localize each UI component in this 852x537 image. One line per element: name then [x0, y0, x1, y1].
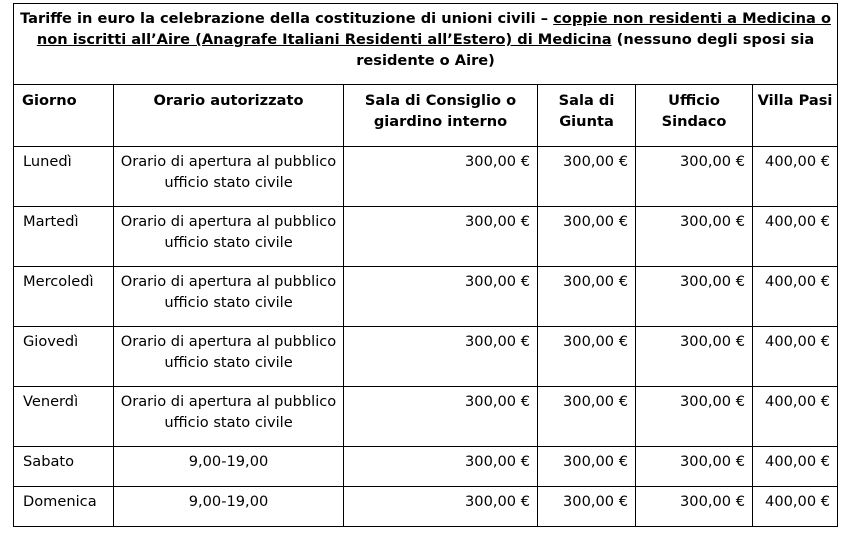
header-orario: Orario autorizzato [114, 85, 344, 147]
table-row [14, 207, 838, 267]
price-sala-consiglio: 300,00 € [344, 267, 538, 327]
hours-cell: Orario di apertura al pubblico ufficio stato civile [114, 267, 344, 327]
price-ufficio-sindaco: 300,00 € [636, 447, 753, 487]
tariff-table [13, 3, 838, 527]
hours-cell: 9,00-19,00 [114, 447, 344, 487]
price-villa-pasi: 400,00 € [753, 207, 838, 267]
price-ufficio-sindaco: 300,00 € [636, 487, 753, 527]
table-row [14, 147, 838, 207]
table-title [14, 4, 838, 85]
header-sala-consiglio: Sala di Consiglio o giardino interno [344, 85, 538, 147]
day-cell: Mercoledì [14, 267, 114, 327]
header-villa-pasi: Villa Pasi [753, 85, 838, 147]
header-ufficio-sindaco: Ufficio Sindaco [636, 85, 753, 147]
price-sala-consiglio: 300,00 € [344, 207, 538, 267]
day-cell: Venerdì [14, 387, 114, 447]
price-ufficio-sindaco: 300,00 € [636, 147, 753, 207]
day-cell: Martedì [14, 207, 114, 267]
hours-cell: Orario di apertura al pubblico ufficio stato civile [114, 147, 344, 207]
table-row [14, 267, 838, 327]
price-sala-giunta: 300,00 € [538, 207, 636, 267]
table-row [14, 327, 838, 387]
price-sala-consiglio: 300,00 € [344, 387, 538, 447]
price-villa-pasi: 400,00 € [753, 387, 838, 447]
day-cell: Sabato [14, 447, 114, 487]
price-sala-giunta: 300,00 € [538, 487, 636, 527]
hours-cell: Orario di apertura al pubblico ufficio stato civile [114, 327, 344, 387]
hours-cell: Orario di apertura al pubblico ufficio stato civile [114, 387, 344, 447]
price-ufficio-sindaco: 300,00 € [636, 387, 753, 447]
price-ufficio-sindaco: 300,00 € [636, 327, 753, 387]
price-sala-giunta: 300,00 € [538, 147, 636, 207]
price-sala-giunta: 300,00 € [538, 267, 636, 327]
title-note: (nessuno degli sposi sia residente o Aire) [356, 31, 815, 69]
day-cell: Giovedì [14, 327, 114, 387]
price-villa-pasi: 400,00 € [753, 147, 838, 207]
price-sala-consiglio: 300,00 € [344, 147, 538, 207]
price-sala-giunta: 300,00 € [538, 387, 636, 447]
price-sala-giunta: 300,00 € [538, 327, 636, 387]
day-cell: Lunedì [14, 147, 114, 207]
table-row [14, 387, 838, 447]
hours-cell: Orario di apertura al pubblico ufficio stato civile [114, 207, 344, 267]
header-sala-giunta: Sala di Giunta [538, 85, 636, 147]
price-sala-consiglio: 300,00 € [344, 447, 538, 487]
price-villa-pasi: 400,00 € [753, 447, 838, 487]
day-cell: Domenica [14, 487, 114, 527]
header-giorno: Giorno [14, 85, 114, 147]
price-sala-giunta: 300,00 € [538, 447, 636, 487]
table-row [14, 447, 838, 487]
price-villa-pasi: 400,00 € [753, 327, 838, 387]
title-text: Tariffe in euro la celebrazione della costituzione di unioni civili – [20, 10, 554, 27]
price-ufficio-sindaco: 300,00 € [636, 267, 753, 327]
price-villa-pasi: 400,00 € [753, 267, 838, 327]
price-sala-consiglio: 300,00 € [344, 487, 538, 527]
price-sala-consiglio: 300,00 € [344, 327, 538, 387]
hours-cell: 9,00-19,00 [114, 487, 344, 527]
price-ufficio-sindaco: 300,00 € [636, 207, 753, 267]
title-underlined-text: coppie non residenti a Medicina o non iscritti all’Aire (Anagrafe Italiani Residenti all’Estero) di Medicina [36, 10, 831, 48]
price-villa-pasi: 400,00 € [753, 487, 838, 527]
table-row [14, 487, 838, 527]
